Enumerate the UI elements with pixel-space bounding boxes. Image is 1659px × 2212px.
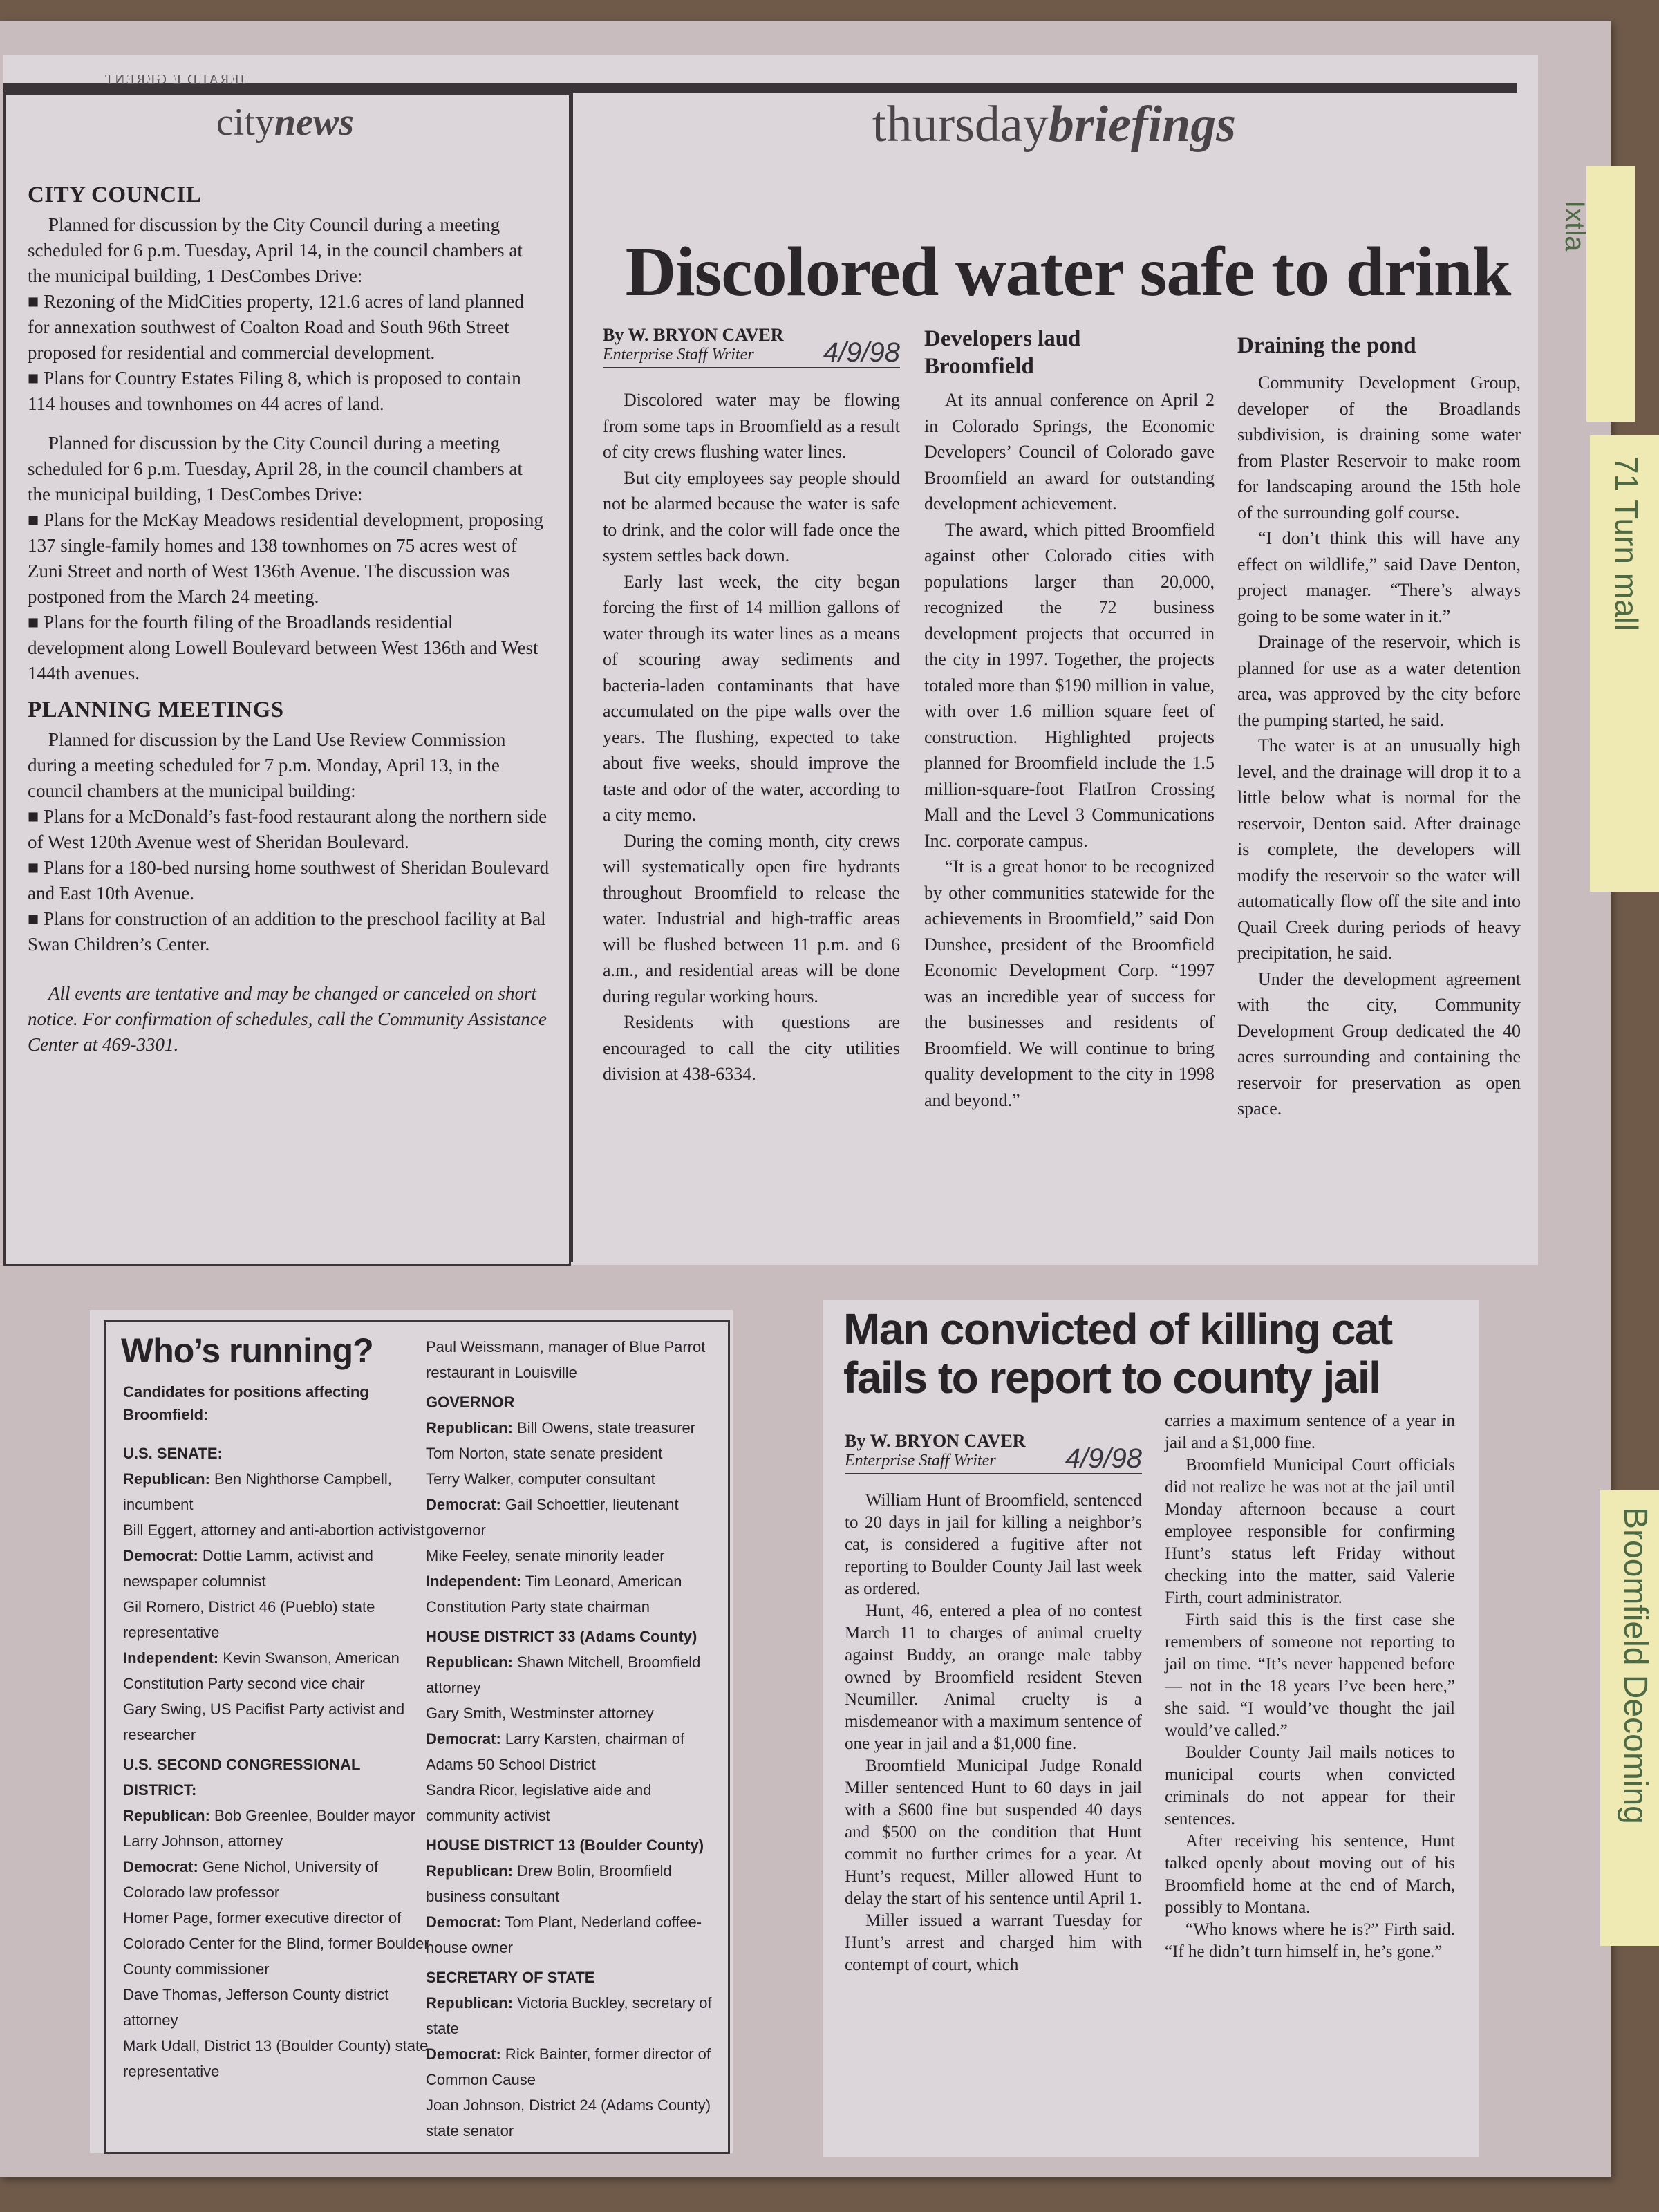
cat-handwritten-date: 4/9/98 [1065, 1443, 1142, 1474]
candidate-text: Bob Greenlee, Boulder mayor [209, 1807, 416, 1824]
water-byline: By W. BRYON CAVER [603, 325, 784, 345]
citynews-masthead-a: city [216, 101, 274, 144]
office-heading: U.S. SECOND CONGRESSIONAL DISTRICT: [123, 1756, 361, 1799]
paragraph: Broomfield Municipal Judge Ronald Miller sentenced Hunt to 60 days in jail with a $600 fine but suspended 40 days and $500 on the condition that Hunt commit no further crimes for a year. At Hunt’s request, Miller allowed Hunt to delay the start of his sentence until April 1. [845, 1756, 1142, 1908]
paragraph: Residents with questions are encouraged to call the city utilities division at 438-6334. [603, 1012, 900, 1084]
candidate-text: Gary Smith, Westminster attorney [426, 1705, 654, 1722]
candidate-entry [123, 1594, 431, 1645]
council-intro-2: Planned for discussion by the City Council during a meeting scheduled for 6 p.m. Tuesday, April 28, in the council chambers at the municipal building, 1 DesCombes Drive: [28, 433, 523, 505]
pond-heading: Draining the pond [1237, 333, 1416, 358]
candidate-text: Drew Bolin, Broomfield business consultant [426, 1862, 672, 1905]
candidate-text: Joan Johnson, District 24 (Adams County) state senator [426, 2097, 711, 2139]
developers-heading: Developers laud Broomfield [924, 326, 1081, 379]
candidate-entry [426, 1909, 716, 1960]
party-label: Independent: [123, 1649, 219, 1667]
water-headline: Discolored water safe to drink [625, 233, 1511, 311]
party-label: Republican: [426, 1653, 513, 1671]
candidate-text: Gail Schoettler, lieutenant governor [426, 1496, 679, 1539]
candidate-entry [123, 1517, 431, 1543]
candidate-entry [123, 1696, 431, 1747]
party-label: Republican: [123, 1470, 210, 1488]
paragraph: Boulder County Jail mails notices to municipal courts when convicted criminals do not appear for their sentences. [1165, 1743, 1455, 1828]
planning-heading: PLANNING MEETINGS [28, 697, 284, 722]
party-label: Democrat: [426, 1496, 501, 1513]
candidate-text: Tom Plant, Nederland coffee-house owner [426, 1913, 702, 1956]
candidate-entry [426, 1777, 716, 1828]
party-label: Republican: [123, 1807, 210, 1824]
party-label: Democrat: [123, 1547, 198, 1564]
paragraph: “It is a great honor to be recognized by other communities statewide for the achievements in Broomfield,” said Don Dunshee, president of the Broomfield Economic Development Corp. “1997 was an incredible year of success for the businesses and residents of Broomfield. We will continue to bring quality development to the city in 1998 and beyond.” [924, 856, 1215, 1110]
water-column-1 [603, 387, 900, 1087]
candidate-text: Victoria Buckley, secretary of state [426, 1994, 712, 2037]
council-item-3: ■ Plans for the McKay Meadows residential development, proposing 137 single-family homes and 138 townhomes on 75 acres west of Zuni Street and north of West 136th Avenue. The discussion was postponed from the March 24 meeting. [28, 507, 550, 610]
planning-item-1: ■ Plans for a McDonald’s fast-food restaurant along the northern side of West 120th Avenue west of Sheridan Boulevard. [28, 804, 550, 855]
cat-headline: Man convicted of killing cat fails to report to county jail [843, 1304, 1392, 1403]
paragraph: Broomfield Municipal Court officials did not realize he was not at the jail until Monday afternoon because a court employee responsible for confirming Hunt’s status left Friday without checking into the matter, said Valerie Firth, court administrator. [1165, 1456, 1455, 1607]
candidate-entry [123, 1828, 431, 1854]
cat-byline: By W. BRYON CAVER [845, 1431, 1026, 1451]
office-heading: HOUSE DISTRICT 33 (Adams County) [426, 1628, 697, 1645]
candidate-entry [426, 1858, 716, 1909]
candidate-entry [426, 1492, 716, 1543]
candidate-entry [426, 1700, 716, 1726]
party-label: Republican: [426, 1862, 513, 1880]
candidate-text: Dottie Lamm, activist and newspaper columnist [123, 1547, 373, 1590]
party-label: Independent: [426, 1573, 522, 1590]
citynews-footnote: All events are tentative and may be changed or canceled on short notice. For confirmation of schedules, call the Community Assistance Center at 469-3301. [28, 983, 547, 1055]
candidate-text: Mark Udall, District 13 (Boulder County) state representative [123, 2037, 429, 2080]
candidate-text: Kevin Swanson, American Constitution Party second vice chair [123, 1649, 400, 1692]
candidate-text: Ben Nighthorse Campbell, incumbent [123, 1470, 392, 1513]
planning-item-2: ■ Plans for a 180-bed nursing home southwest of Sheridan Boulevard and East 10th Avenue. [28, 855, 550, 906]
cat-byline-block [845, 1431, 1142, 1474]
cat-column-2 [1165, 1410, 1455, 1963]
party-label: Republican: [426, 1419, 513, 1436]
candidate-entry [426, 1466, 716, 1492]
paragraph: The water is at an unusually high level, and the drainage will drop it to a little below what is normal for the reservoir, Denton said. After drainage is complete, the developers will modify the reservoir so the water will automatically flow off the site and into Quail Creek during periods of heavy precipitation, he said. [1237, 735, 1521, 963]
handwritten-note-side: Broomfield Decoming [1617, 1507, 1653, 1824]
water-byline-block [603, 325, 900, 368]
paragraph: Discolored water may be flowing from some taps in Broomfield as a result of city crews flushing water lines. [603, 390, 900, 462]
handwritten-note-top: Ixtla [1559, 200, 1590, 252]
candidate-text: Homer Page, former executive director of Colorado Center for the Blind, former Boulder County commissioner [123, 1909, 429, 1978]
paragraph: During the coming month, city crews will systematically open fire hydrants throughout Broomfield to release the water. Industrial and high-traffic areas will be flushed between 11 p.m. and 6 a.m., and residential areas will be done during regular working hours. [603, 830, 900, 1006]
candidates-right-column [426, 1334, 716, 2144]
cat-role: Enterprise Staff Writer [845, 1452, 996, 1470]
candidate-text: Larry Karsten, chairman of Adams 50 School District [426, 1730, 685, 1773]
briefings-masthead-b: briefings [1048, 96, 1237, 153]
candidate-entry [426, 1334, 716, 1385]
candidate-text: Tim Leonard, American Constitution Party state chairman [426, 1573, 682, 1615]
candidate-text: Sandra Ricor, legislative aide and community activist [426, 1781, 652, 1824]
candidate-text: Shawn Mitchell, Broomfield attorney [426, 1653, 701, 1696]
paragraph: Community Development Group, developer of the Broadlands subdivision, is draining some water from Plaster Reservoir to make room for landscaping around the 15th hole of the surrounding golf course. [1237, 373, 1521, 523]
candidate-text: Dave Thomas, Jefferson County district attorney [123, 1986, 389, 2029]
sticky-note-top [1586, 166, 1635, 422]
paragraph: At its annual conference on April 2 in Colorado Springs, the Economic Developers’ Council of Colorado gave Broomfield an award for outstanding development achievement. [924, 390, 1215, 514]
paragraph: Early last week, the city began forcing the first of 14 million gallons of water through its water lines as a means of scouring away sediments and bacteria-laden contaminants that have accumulated on the pipe walls over the years. The flushing, expected to take about five weeks, should improve the taste and odor of the water, according to a city memo. [603, 571, 900, 825]
candidate-entry [123, 1905, 431, 1982]
candidate-entry [123, 1803, 431, 1828]
candidate-entry [123, 1645, 431, 1696]
candidate-entry [426, 1568, 716, 1620]
party-label: Democrat: [123, 1858, 198, 1875]
top-strip-mirror-text: JERALD E GERENT [104, 72, 246, 87]
paragraph: Hunt, 46, entered a plea of no contest March 11 to charges of animal cruelty against Buddy, an orange male tabby owned by Broomfield resident Steven Neumiller. Animal cruelty is a misdemeanor with a maximum sentence of one year in jail and a $1,000 fine. [845, 1602, 1142, 1753]
candidate-entry [426, 1415, 716, 1441]
citynews-column [28, 173, 550, 1058]
paragraph: After receiving his sentence, Hunt talked openly about moving out of his Broomfield home at the end of March, possibly to Montana. [1165, 1832, 1455, 1917]
party-label: Democrat: [426, 1913, 501, 1931]
candidate-text: Mike Feeley, senate minority leader [426, 1547, 665, 1564]
cat-column-1 [845, 1490, 1142, 1976]
candidate-entry [426, 1441, 716, 1466]
planning-item-3: ■ Plans for construction of an addition to the preschool facility at Bal Swan Children’s Center. [28, 906, 550, 957]
paragraph: “Who knows where he is?” Firth said. “If he didn’t turn himself in, he’s gone.” [1165, 1920, 1455, 1961]
candidates-left-column [123, 1436, 431, 2084]
candidate-text: Gary Swing, US Pacifist Party activist and researcher [123, 1700, 405, 1743]
candidate-entry [426, 1726, 716, 1777]
council-item-1: ■ Rezoning of the MidCities property, 121.6 acres of land planned for annexation southwest of Coalton Road and South 96th Street proposed for residential and commercial development. [28, 289, 550, 366]
candidate-entry [426, 1649, 716, 1700]
party-label: Democrat: [426, 1730, 501, 1747]
paragraph: Under the development agreement with the city, Community Development Group dedicated the 40 acres surrounding and containing the reservoir for preservation as open space. [1237, 968, 1521, 1118]
planning-intro: Planned for discussion by the Land Use Review Commission during a meeting scheduled for 7 p.m. Monday, April 13, in the council chambers at the municipal building: [28, 729, 506, 801]
candidate-text: Paul Weissmann, manager of Blue Parrot restaurant in Louisville [426, 1338, 706, 1381]
candidate-entry [426, 1990, 716, 2041]
paragraph: Drainage of the reservoir, which is planned for use as a water detention area, was approved by the city before the pumping started, he said. [1237, 632, 1521, 730]
briefings-masthead [574, 95, 1535, 154]
candidate-entry [426, 2041, 716, 2092]
citynews-masthead [3, 100, 567, 144]
pond-column [1237, 370, 1521, 1122]
council-item-2: ■ Plans for Country Estates Filing 8, which is proposed to contain 114 houses and townhomes on 44 acres of land. [28, 366, 550, 417]
citynews-masthead-b: news [274, 101, 355, 144]
candidate-text: Rick Bainter, former director of Common Cause [426, 2045, 711, 2088]
council-heading: CITY COUNCIL [28, 182, 202, 207]
paragraph: William Hunt of Broomfield, sentenced to 20 days in jail for killing a neighbor’s cat, is considered a fugitive after not reporting to Boulder County Jail last week as ordered. [845, 1491, 1142, 1598]
whos-running-subtitle: Candidates for positions affecting Broomfield: [123, 1383, 369, 1423]
candidate-text: Tom Norton, state senate president [426, 1445, 663, 1462]
paragraph: Miller issued a warrant Tuesday for Hunt’s arrest and charged him with contempt of court, which [845, 1911, 1142, 1974]
candidate-entry [123, 1543, 431, 1594]
candidate-text: Terry Walker, computer consultant [426, 1470, 655, 1488]
council-item-4: ■ Plans for the fourth filing of the Broadlands residential development along Lowell Boulevard between West 136th and West 144th avenues. [28, 610, 550, 686]
office-heading: SECRETARY OF STATE [426, 1969, 595, 1986]
water-handwritten-date: 4/9/98 [823, 337, 900, 368]
briefings-divider [571, 93, 573, 1262]
candidate-entry [123, 1466, 431, 1517]
paragraph: “I don’t think this will have any effect on wildlife,” said Dave Denton, project manager. “There’s always going to be some water in it.” [1237, 528, 1521, 626]
candidate-entry [123, 1854, 431, 1905]
candidate-entry [123, 1982, 431, 2033]
candidate-text: Gil Romero, District 46 (Pueblo) state representative [123, 1598, 375, 1641]
office-heading: HOUSE DISTRICT 13 (Boulder County) [426, 1837, 704, 1854]
water-role: Enterprise Staff Writer [603, 346, 754, 364]
developers-column [924, 387, 1215, 1113]
office-heading: U.S. SENATE: [123, 1445, 223, 1462]
whos-running-title: Who’s running? [121, 1331, 373, 1370]
candidate-entry [123, 2033, 431, 2084]
party-label: Republican: [426, 1994, 513, 2012]
candidate-text: Bill Owens, state treasurer [512, 1419, 696, 1436]
office-heading: GOVERNOR [426, 1394, 515, 1411]
party-label: Democrat: [426, 2045, 501, 2063]
paragraph: carries a maximum sentence of a year in jail and a $1,000 fine. [1165, 1412, 1455, 1452]
candidate-text: Bill Eggert, attorney and anti-abortion activist [123, 1521, 425, 1539]
paragraph: Firth said this is the first case she remembers of someone not reporting to jail on time. “It’s never happened before — not in the 18 years I’ve been here,” she said. “I would’ve thought the jail would’ve called.” [1165, 1611, 1455, 1740]
paragraph: But city employees say people should not be alarmed because the water is safe to drink, and the color will fade once the system settles back down. [603, 467, 900, 565]
handwritten-note-mid: 71 Turn mall [1609, 456, 1644, 632]
candidate-text: Larry Johnson, attorney [123, 1833, 283, 1850]
candidate-entry [426, 2092, 716, 2144]
candidate-text: Gene Nichol, University of Colorado law professor [123, 1858, 379, 1901]
paragraph: The award, which pitted Broomfield against other Colorado cities with populations larger than 20,000, recognized the 72 business development projects that occurred in the city in 1997. Together, the projects totaled more than $190 million in value, with over 1.6 million square feet of construction. Highlighted projects planned for Broomfield include the 1.5 million-square-foot FlatIron Crossing Mall and the Level 3 Communications Inc. corporate campus. [924, 519, 1215, 851]
council-intro-1: Planned for discussion by the City Council during a meeting scheduled for 6 p.m. Tuesday, April 14, in the council chambers at the municipal building, 1 DesCombes Drive: [28, 214, 523, 286]
briefings-masthead-a: thursday [872, 96, 1049, 153]
candidate-entry [426, 1543, 716, 1568]
